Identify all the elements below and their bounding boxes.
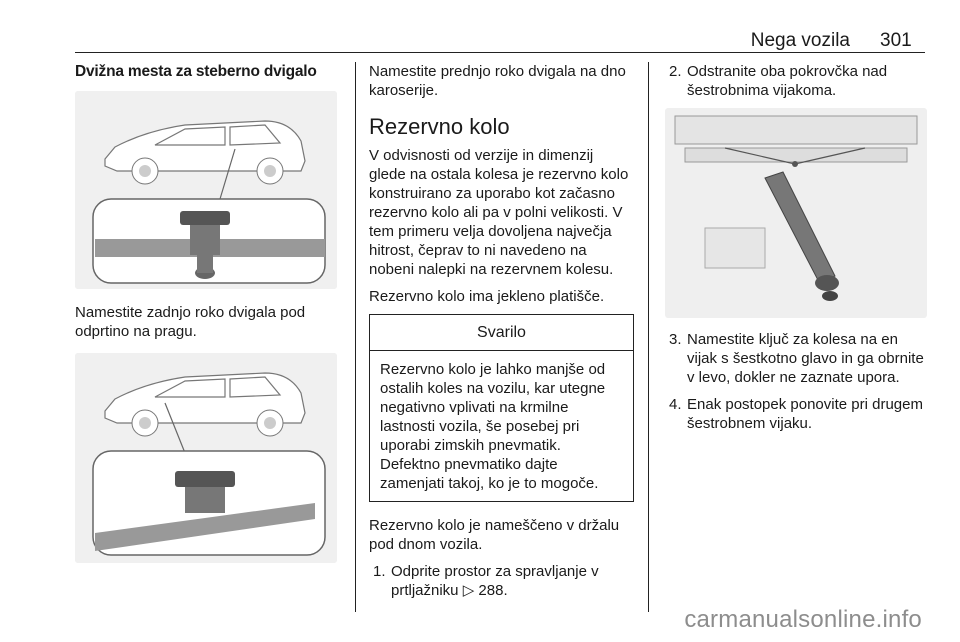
- spare-wheel-bolt-figure: [665, 108, 927, 318]
- page-reference[interactable]: 288.: [478, 582, 508, 599]
- step-number: 3.: [669, 331, 682, 348]
- paragraph: V odvisnosti od verzije in dimenzij glede na ostala kolesa je rezervno kolo konstruirano za uporabo kot začasno rezervno kolo ali pa v polni velikosti. V tem primeru velja dovoljena največja hitrost, čeprav to ni navedeno na nobeni nalepki na rezervnem kolesu.: [369, 147, 629, 278]
- step-number: 2.: [669, 63, 682, 80]
- step-list: [369, 562, 634, 600]
- step-list: [665, 62, 927, 100]
- paragraph: Namestite zadnjo roko dvigala pod odprtino na pragu.: [75, 304, 306, 340]
- watermark: carmanualsonline.info: [684, 606, 922, 633]
- list-item: [665, 62, 927, 100]
- warning-title: Svarilo: [370, 315, 633, 351]
- column-2: [369, 62, 634, 608]
- step-text: Odprite prostor za spravljanje v prtljažniku: [391, 563, 599, 599]
- paragraph: Namestite prednjo roko dvigala na dno karoserije.: [369, 63, 626, 99]
- list-item: [665, 330, 927, 387]
- header-section-title: Nega vozila: [750, 30, 850, 51]
- page-number: 301: [880, 30, 912, 51]
- step-number: 4.: [669, 396, 682, 413]
- lift-point-rear-figure: [75, 91, 337, 289]
- step-text: Namestite ključ za kolesa na en vijak s šestkotno glavo in ga obrnite v levo, dokler ne zaznate upora.: [687, 331, 924, 386]
- step-text: Odstranite oba pokrovčka nad šestrobnima vijakoma.: [687, 63, 888, 99]
- column-1: [75, 62, 341, 563]
- list-item: [665, 395, 927, 433]
- page-reference-icon: ▷: [462, 582, 475, 599]
- step-number: 1.: [373, 563, 386, 580]
- column-divider: [648, 62, 649, 612]
- step-list: [665, 330, 927, 433]
- warning-body: Rezervno kolo je lahko manjše od ostalih koles na vozilu, kar utegne negativno vplivati na krmilne lastnosti vozila, še posebej pri uporabi zimskih pnevmatik. Defektno pnevmatiko dajte zamenjati takoj, ko je to mogoče.: [380, 361, 606, 492]
- lift-point-front-figure: [75, 353, 337, 563]
- list-item: [369, 562, 634, 600]
- section-title: Rezervno kolo: [369, 114, 510, 139]
- section-heading: Dvižna mesta za steberno dvigalo: [75, 63, 317, 80]
- step-text: Enak postopek ponovite pri drugem šestrobnem vijaku.: [687, 396, 923, 432]
- paragraph: Rezervno kolo je nameščeno v držalu pod dnom vozila.: [369, 517, 620, 553]
- warning-box: [369, 314, 634, 502]
- paragraph: Rezervno kolo ima jekleno platišče.: [369, 288, 605, 305]
- column-divider: [355, 62, 356, 612]
- column-3: [665, 62, 927, 441]
- header-rule: [75, 52, 925, 53]
